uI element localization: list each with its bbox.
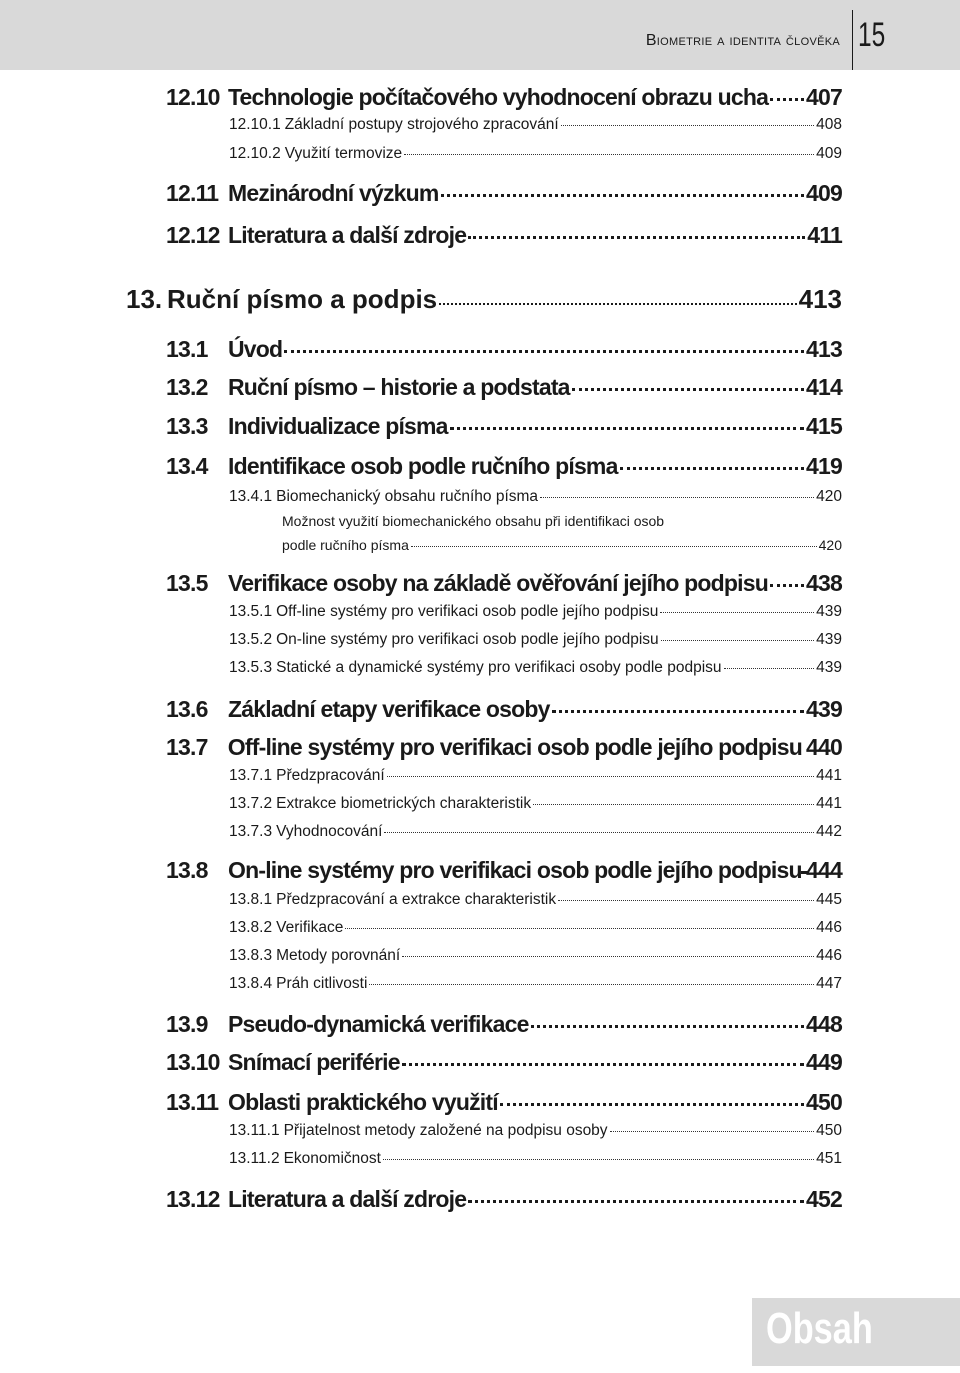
toc-entry-number: 12.10.1 — [229, 116, 281, 133]
toc-entry[interactable] — [126, 284, 842, 315]
toc-entry[interactable] — [166, 453, 842, 480]
page-number: 15 — [858, 16, 886, 54]
toc-entry-title: Mezinárodní výzkum — [228, 180, 439, 206]
header-divider — [852, 10, 853, 70]
toc-entry[interactable] — [229, 603, 842, 621]
toc-entry-number: 12.11 — [166, 180, 219, 206]
toc-entry[interactable] — [166, 1089, 842, 1116]
toc-entry-title: Pseudo-dynamická verifikace — [228, 1011, 529, 1037]
toc-entry-number: 13.1 — [166, 336, 208, 362]
toc-entry-title: Biomechanický obsahu ručního písma — [276, 488, 539, 505]
toc-entry-title: Identifikace osob podle ručního písma — [228, 453, 618, 479]
toc-entry-title: Off-line systémy pro verifikaci osob podle jejího podpisu — [276, 603, 659, 620]
toc-entry[interactable] — [229, 891, 842, 909]
toc-entry-number: 13.7 — [166, 734, 208, 760]
toc-entry-number: 13.5.1 — [229, 603, 273, 620]
toc-entry-title: Verifikace — [276, 919, 344, 936]
toc-entry-page: 447 — [816, 975, 842, 992]
toc-entry-page: 441 — [816, 767, 842, 784]
toc-entry-number: 13.11 — [166, 1089, 219, 1115]
running-header-title: Biometrie a identita člověka — [645, 32, 840, 49]
toc-leader-dots — [468, 236, 805, 239]
toc-leader-dots — [441, 194, 804, 197]
toc-entry[interactable] — [229, 795, 842, 813]
toc-entry-title: Ruční písmo – historie a podstata — [228, 374, 570, 400]
toc-entry-title: Technologie počítačového vyhodnocení obrazu ucha — [228, 84, 769, 110]
toc-entry-title: Úvod — [228, 336, 283, 362]
toc-entry-title: Předzpracování — [276, 767, 385, 784]
toc-entry-title: Verifikace osoby na základě ověřování jejího podpisu — [228, 570, 768, 596]
toc-entry-page: 408 — [816, 116, 842, 133]
toc-leader-dots — [345, 928, 814, 929]
toc-entry[interactable] — [166, 336, 842, 363]
toc-entry-number: 13.7.3 — [229, 823, 273, 840]
toc-entry-page: 438 — [806, 570, 842, 596]
toc-entry-page: 420 — [816, 488, 842, 505]
toc-entry[interactable] — [282, 537, 842, 553]
toc-entry-number: 13.11.2 — [229, 1150, 280, 1167]
toc-entry-page: 413 — [798, 284, 842, 314]
toc-entry-page: 439 — [816, 631, 842, 648]
toc-entry-number: 13.12 — [166, 1186, 220, 1212]
toc-leader-dots — [531, 1025, 804, 1028]
section-tab-label: Obsah — [766, 1304, 873, 1353]
section-tab — [752, 1298, 960, 1366]
toc-leader-dots — [284, 350, 804, 353]
toc-leader-dots — [620, 467, 804, 470]
toc-entry-number: 13.7.1 — [229, 767, 273, 784]
toc-entry[interactable] — [166, 1186, 842, 1213]
toc-entry-number: 13.8.3 — [229, 947, 273, 964]
toc-entry-page: 420 — [818, 537, 842, 553]
toc-entry-title: Extrakce biometrických charakteristik — [276, 795, 532, 812]
toc-entry-title: On-line systémy pro verifikaci osob podle jejího podpisu — [228, 857, 802, 883]
toc-leader-dots — [533, 804, 814, 805]
toc-leader-dots — [439, 303, 796, 305]
toc-entry-title: Přijatelnost metody založené na podpisu osoby — [283, 1122, 608, 1139]
toc-leader-dots — [572, 388, 804, 391]
toc-entry-number: 12.12 — [166, 222, 220, 248]
toc-leader-dots — [770, 584, 804, 587]
toc-entry-title: Oblasti praktického využití — [228, 1089, 498, 1115]
toc-entry-title: Metody porovnání — [276, 947, 401, 964]
toc-leader-dots — [724, 668, 815, 669]
toc-entry-title: Literatura a další zdroje — [228, 222, 467, 248]
toc-entry[interactable] — [229, 659, 842, 677]
toc-leader-dots — [387, 776, 814, 777]
toc-leader-dots — [402, 1063, 804, 1066]
toc-entry-page: 409 — [816, 145, 842, 162]
toc-entry[interactable] — [166, 734, 842, 761]
toc-entry-page: 450 — [816, 1122, 842, 1139]
toc-leader-dots — [661, 640, 814, 641]
toc-entry-page: 446 — [816, 919, 842, 936]
toc-entry-number: 13.10 — [166, 1049, 220, 1075]
toc-entry[interactable] — [166, 570, 842, 597]
toc-entry-page: 439 — [816, 603, 842, 620]
toc-entry[interactable] — [229, 488, 842, 506]
toc-entry-number: 13.5.3 — [229, 659, 273, 676]
toc-entry-number: 13.11.1 — [229, 1122, 280, 1139]
toc-entry[interactable] — [229, 631, 842, 649]
toc-entry-title: Předzpracování a extrakce charakteristik — [276, 891, 557, 908]
toc-entry-page: 407 — [806, 84, 842, 110]
toc-entry[interactable] — [166, 1049, 842, 1076]
toc-entry-number: 13.8.1 — [229, 891, 273, 908]
toc-entry-page: 451 — [816, 1150, 842, 1167]
toc-entry[interactable] — [166, 696, 842, 723]
toc-entry[interactable] — [229, 823, 842, 841]
toc-entry-title: Literatura a další zdroje — [228, 1186, 467, 1212]
toc-leader-dots — [468, 1200, 804, 1203]
toc-entry[interactable] — [166, 180, 842, 207]
toc-entry-number: 13. — [126, 284, 163, 314]
toc-entry-page: 445 — [816, 891, 842, 908]
toc-entry[interactable] — [229, 1150, 842, 1168]
toc-entry-number: 13.5.2 — [229, 631, 273, 648]
toc-entry-page: 448 — [806, 1011, 842, 1037]
toc-entry[interactable] — [282, 513, 664, 529]
toc-leader-dots — [402, 956, 814, 957]
toc-leader-dots — [404, 154, 814, 155]
toc-entry-title: Práh citlivosti — [276, 975, 368, 992]
toc-entry[interactable] — [166, 1011, 842, 1038]
toc-leader-dots — [384, 832, 814, 833]
toc-entry[interactable] — [166, 84, 842, 111]
toc-entry-title: Statické a dynamické systémy pro verifikaci osoby podle podpisu — [276, 659, 722, 676]
toc-entry[interactable] — [229, 116, 842, 134]
toc-entry-title: Základní etapy verifikace osoby — [228, 696, 550, 722]
toc-entry-title: podle ručního písma — [282, 537, 409, 553]
toc-entry-number: 13.2 — [166, 374, 208, 400]
toc-entry-page: 413 — [806, 336, 842, 362]
toc-entry-title: Možnost využití biomechanického obsahu při identifikaci osob — [282, 513, 665, 529]
toc-entry-page: 409 — [806, 180, 842, 206]
toc-entry-page: 439 — [806, 696, 842, 722]
toc-entry-number: 13.5 — [166, 570, 208, 596]
toc-entry-number: 13.8 — [166, 857, 208, 883]
toc-entry-title: Off-line systémy pro verifikaci osob podle jejího podpisu — [227, 734, 803, 760]
toc-entry-page: 444 — [806, 857, 842, 883]
toc-entry-title: Vyhodnocování — [276, 823, 383, 840]
toc-entry-page: 452 — [806, 1186, 842, 1212]
toc-entry-number: 13.4 — [166, 453, 208, 479]
toc-entry-page: 450 — [806, 1089, 842, 1115]
toc-entry-page: 415 — [806, 413, 842, 439]
toc-entry-number: 13.8.2 — [229, 919, 273, 936]
toc-entry-number: 13.3 — [166, 413, 208, 439]
toc-entry-title: On-line systémy pro verifikaci osob podle jejího podpisu — [276, 631, 659, 648]
toc-entry-page: 419 — [806, 453, 842, 479]
toc-entry-number: 13.4.1 — [229, 488, 273, 505]
toc-entry-title: Snímací periférie — [228, 1049, 400, 1075]
toc-leader-dots — [610, 1131, 815, 1132]
toc-entry-number: 13.9 — [166, 1011, 208, 1037]
toc-entry[interactable] — [229, 919, 842, 937]
toc-entry-page: 440 — [806, 734, 842, 760]
toc-leader-dots — [552, 710, 804, 713]
toc-leader-dots — [561, 125, 814, 126]
toc-entry[interactable] — [166, 857, 842, 884]
toc-leader-dots — [383, 1159, 814, 1160]
toc-entry-number: 13.6 — [166, 696, 208, 722]
toc-entry-number: 13.8.4 — [229, 975, 273, 992]
toc-leader-dots — [540, 497, 814, 498]
toc-entry-page: 411 — [807, 222, 842, 248]
toc-entry[interactable] — [229, 1122, 842, 1140]
toc-entry-number: 13.7.2 — [229, 795, 273, 812]
toc-entry[interactable] — [166, 222, 842, 249]
toc-leader-dots — [660, 612, 814, 613]
toc-leader-dots — [770, 98, 804, 101]
toc-entry[interactable] — [229, 947, 842, 965]
toc-leader-dots — [411, 546, 817, 547]
toc-entry-number: 12.10.2 — [229, 145, 281, 162]
toc-entry-page: 414 — [806, 374, 842, 400]
toc-entry-page: 442 — [816, 823, 842, 840]
toc-entry[interactable] — [166, 413, 842, 440]
toc-entry-page: 439 — [816, 659, 842, 676]
toc-entry[interactable] — [229, 975, 842, 993]
toc-leader-dots — [369, 984, 814, 985]
toc-entry-title: Základní postupy strojového zpracování — [284, 116, 559, 133]
toc-leader-dots — [450, 427, 804, 430]
toc-entry-number: 12.10 — [166, 84, 220, 110]
toc-entry-title: Využití termovize — [284, 145, 403, 162]
toc-entry[interactable] — [229, 767, 842, 785]
toc-entry-title: Ekonomičnost — [283, 1150, 381, 1167]
toc-entry-title: Ruční písmo a podpis — [167, 284, 438, 314]
toc-entry[interactable] — [166, 374, 842, 401]
toc-entry-page: 441 — [816, 795, 842, 812]
toc-entry-page: 446 — [816, 947, 842, 964]
toc-entry-page: 449 — [806, 1049, 842, 1075]
toc-entry-title: Individualizace písma — [228, 413, 448, 439]
toc-leader-dots — [558, 900, 814, 901]
toc-leader-dots — [500, 1103, 804, 1106]
toc-entry[interactable] — [229, 145, 842, 163]
